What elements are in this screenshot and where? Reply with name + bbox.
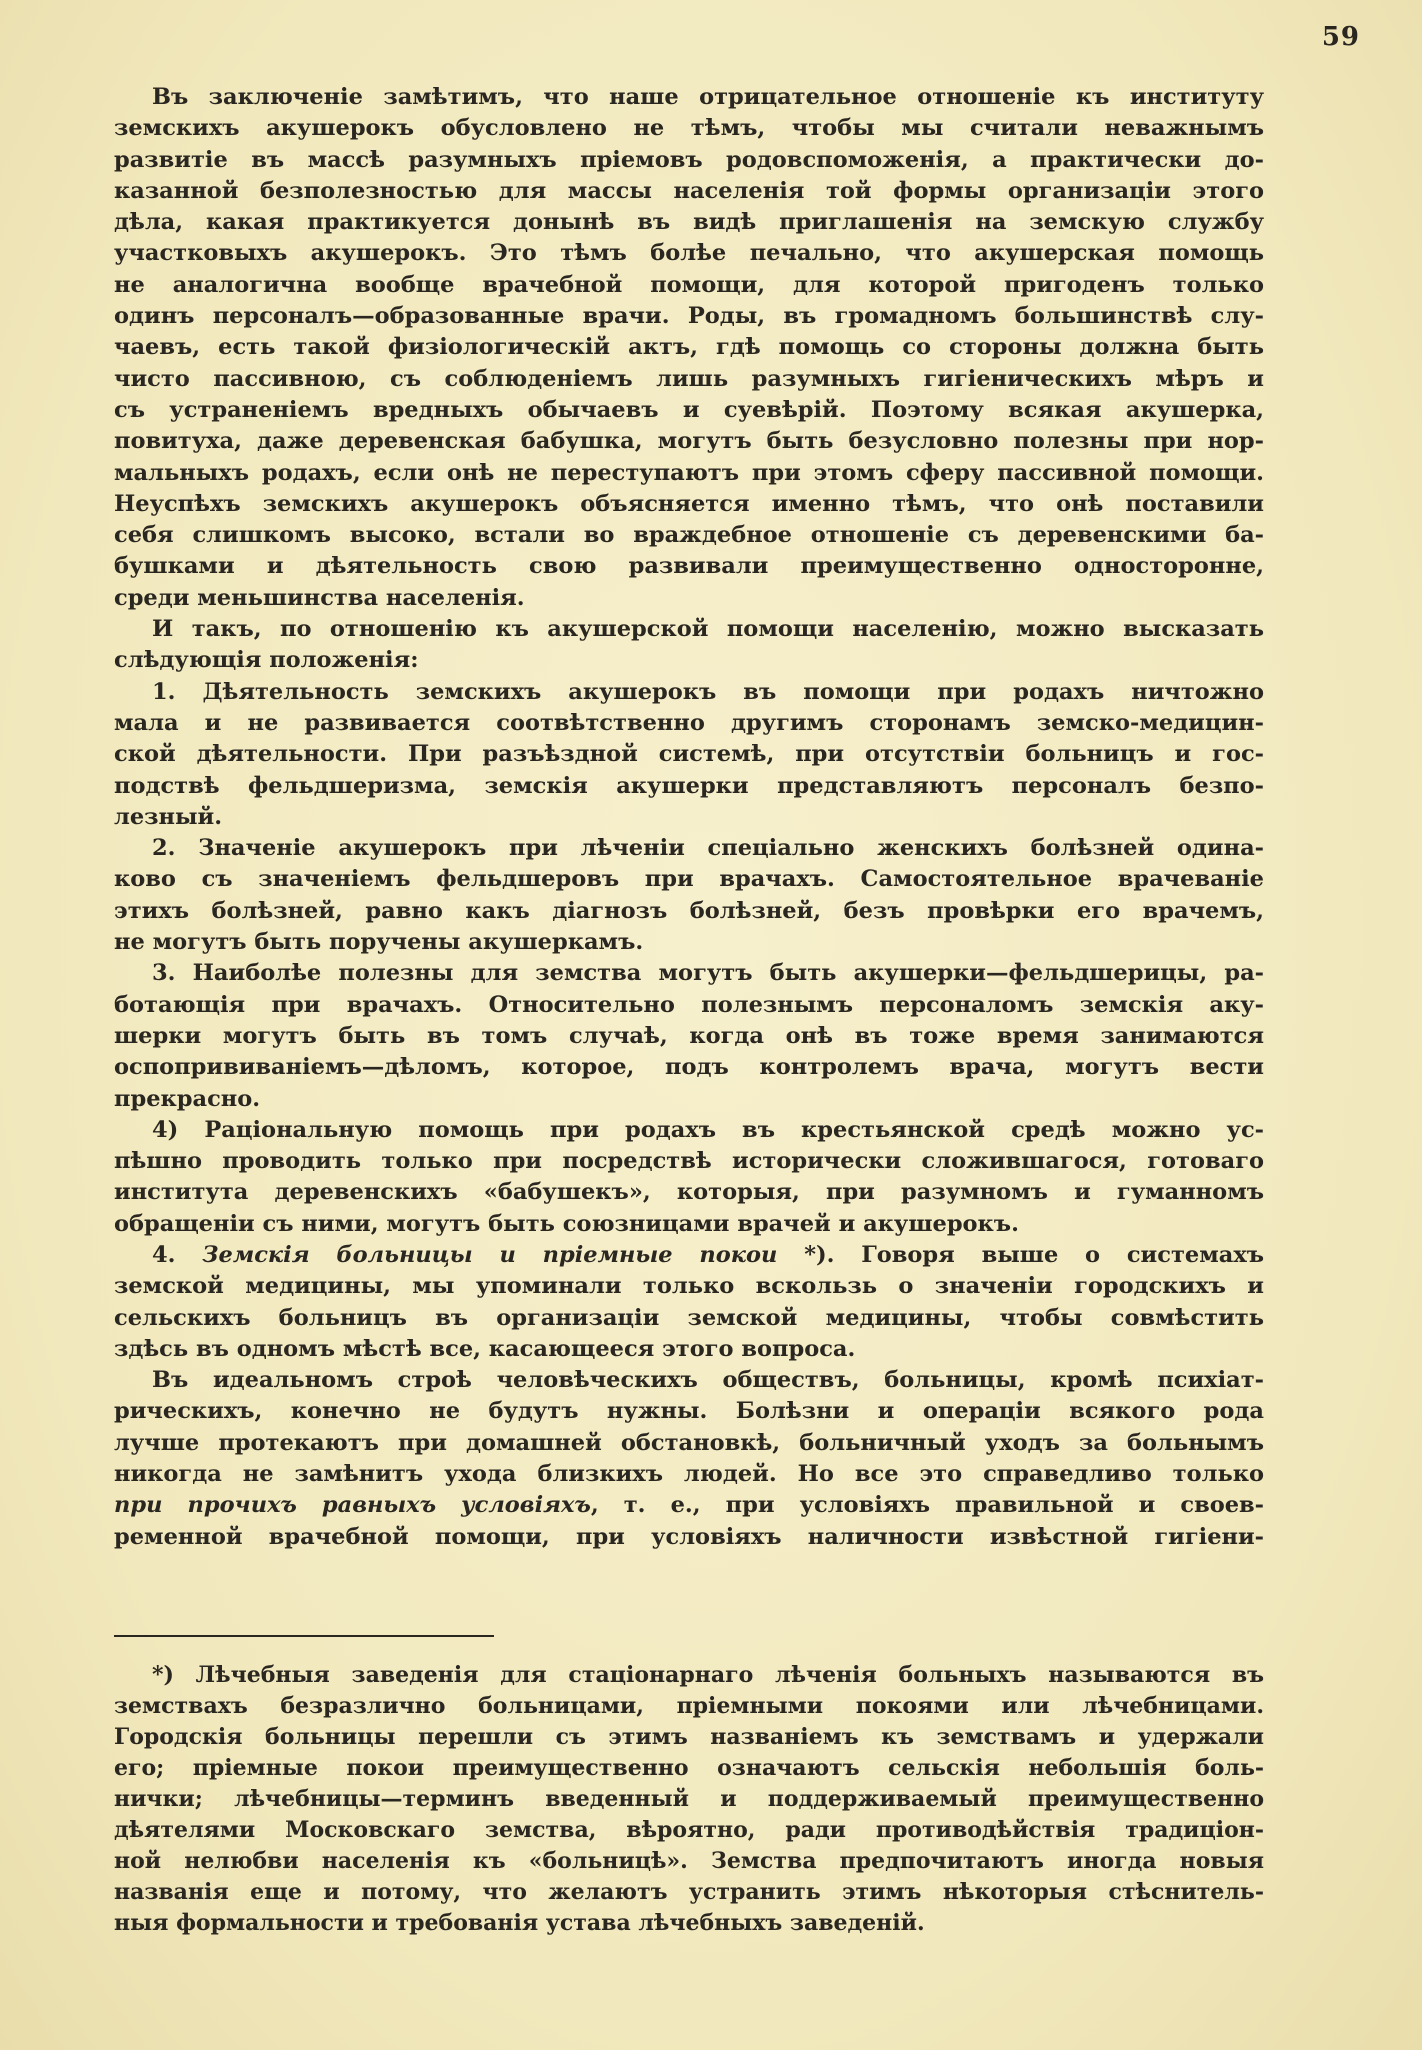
footnote-line: ныя формальности и требованія устава лѣчебныхъ заведеній. [114,1910,925,1936]
footnote-divider [114,1635,494,1637]
text-line: ботающія при врачахъ. Относительно полезнымъ персоналомъ земскія аку- [114,991,1264,1018]
footnote-line: *) Лѣчебныя заведенія для стаціонарнаго лѣченія больныхъ называются въ [152,1662,1264,1688]
text-line: института деревенскихъ «бабушекъ», которыя, при разумномъ и гуманномъ [114,1179,1264,1206]
text-line: среди меньшинства населенія. [114,584,525,611]
text-line: казанной безполезностью для массы населенія той формы организаціи этого [114,177,1264,204]
text-line: никогда не замѣнитъ ухода близкихъ людей. Но все это справедливо только [114,1461,1264,1488]
text-line: развитіе въ массѣ разумныхъ пріемовъ родовспоможенія, а практически до- [114,146,1264,173]
text-line: 2. Значеніе акушерокъ при лѣченіи спеціально женскихъ болѣзней одина- [152,835,1264,862]
emphasis-text: при прочихъ равныхъ условіяхъ [114,1492,591,1519]
footnote-line: его; пріемные покои преимущественно означаютъ сельскія небольшія боль- [114,1755,1264,1781]
text-line: прекрасно. [114,1085,261,1112]
text-line: 3. Наиболѣе полезны для земства могутъ быть акушерки—фельдшерицы, ра- [152,960,1264,987]
text-line: не аналогична вообще врачебной помощи, для которой пригоденъ только [114,271,1264,298]
text-line: бушками и дѣятельность свою развивали преимущественно односторонне, [114,553,1264,580]
text-line: оспопрививаніемъ—дѣломъ, которое, подъ контролемъ врача, могутъ вести [114,1054,1264,1081]
page-number: 59 [1321,22,1360,52]
text-line: слѣдующія положенія: [114,647,419,674]
text-line: себя слишкомъ высоко, встали во враждебное отношеніе съ деревенскими ба- [114,522,1264,549]
text-line: 4) Раціональную помощь при родахъ въ крестьянской средѣ можно ус- [152,1116,1264,1143]
text-line: Неуспѣхъ земскихъ акушерокъ объясняется именно тѣмъ, что онѣ поставили [114,490,1264,517]
text-line: участковыхъ акушерокъ. Это тѣмъ болѣе печально, что акушерская помощь [114,240,1264,267]
footnote-line: земствахъ безразлично больницами, пріемными покоями или лѣчебницами. [114,1693,1264,1719]
text-line: дѣла, какая практикуется донынѣ въ видѣ приглашенія на земскую службу [114,209,1264,236]
text-line: пѣшно проводить только при посредствѣ исторически сложившагося, готоваго [114,1148,1264,1175]
footnote-line: Городскія больницы перешли съ этимъ названіемъ къ земствамъ и удержали [114,1724,1264,1750]
footnote-line: названія еще и потому, что желаютъ устранить этимъ нѣкоторыя стѣснитель- [114,1879,1264,1905]
text-line: ково съ значеніемъ фельдшеровъ при врачахъ. Самостоятельное врачеваніе [114,866,1264,893]
text-line: при прочихъ равныхъ условіяхъ, т. е., при условіяхъ правильной и своев- [114,1492,1265,1519]
footnote [114,1660,1264,1939]
text-line: ременной врачебной помощи, при условіяхъ наличности извѣстной гигіени- [114,1523,1264,1550]
text-line: не могутъ быть поручены акушеркамъ. [114,929,644,956]
text-line: обращеніи съ ними, могутъ быть союзницами врачей и акушерокъ. [114,1210,1019,1237]
text-line: 1. Дѣятельность земскихъ акушерокъ въ помощи при родахъ ничтожно [152,678,1264,705]
text-line: сельскихъ больницъ въ организаціи земской медицины, чтобы совмѣстить [114,1304,1264,1331]
text-line: чисто пассивною, съ соблюденіемъ лишь разумныхъ гигіеническихъ мѣръ и [114,365,1264,392]
text-line: здѣсь въ одномъ мѣстѣ все, касающееся этого вопроса. [114,1335,856,1362]
emphasis-text: Земскія больницы и пріемные покои [202,1241,778,1268]
footnote-line: ной нелюбви населенія къ «больницѣ». Земства предпочитаютъ иногда новыя [114,1848,1264,1874]
text-line: Въ заключеніе замѣтимъ, что наше отрицательное отношеніе къ институту [152,84,1264,110]
text-line: рическихъ, конечно не будутъ нужны. Болѣзни и операціи всякого рода [114,1398,1264,1425]
text-line: чаевъ, есть такой физіологическій актъ, гдѣ помощь со стороны должна быть [114,334,1264,361]
text-line: лучше протекаютъ при домашней обстановкѣ, больничный уходъ за больнымъ [114,1429,1264,1456]
text-line: съ устраненіемъ вредныхъ обычаевъ и суевѣрій. Поэтому всякая акушерка, [114,396,1264,423]
text-line: одинъ персоналъ—образованные врачи. Роды, въ громадномъ большинствѣ слу- [114,303,1264,330]
footnote-line: нички; лѣчебницы—терминъ введенный и поддерживаемый преимущественно [114,1786,1264,1812]
main-text [114,82,1264,1553]
text-line: земской медицины, мы упоминали только вскользь о значеніи городскихъ и [114,1273,1264,1300]
text-line: И такъ, по отношенію къ акушерской помощи населенію, можно высказать [152,616,1264,643]
text-line: мала и не развивается соотвѣтственно другимъ сторонамъ земско-медицин- [114,709,1264,736]
text-line: ской дѣятельности. При разъѣздной системѣ, при отсутствіи больницъ и гос- [114,741,1264,768]
text-line: земскихъ акушерокъ обусловлено не тѣмъ, чтобы мы считали неважнымъ [114,115,1264,142]
text-line: подствѣ фельдшеризма, земскія акушерки представляютъ персоналъ безпо- [114,772,1264,799]
text-line: лезный. [114,803,223,830]
section-heading-line: 4. Земскія больницы и пріемные покои *). Говоря выше о системахъ [152,1241,1265,1268]
footnote-line: дѣятелями Московскаго земства, вѣроятно, ради противодѣйствія традиціон- [114,1817,1264,1843]
text-line: повитуха, даже деревенская бабушка, могутъ быть безусловно полезны при нор- [114,428,1264,455]
text-line: Въ идеальномъ строѣ человѣческихъ обществъ, больницы, кромѣ психіат- [152,1367,1264,1394]
text-line: этихъ болѣзней, равно какъ діагнозъ болѣзней, безъ провѣрки его врачемъ, [114,897,1264,924]
text-line: мальныхъ родахъ, если онѣ не переступаютъ при этомъ сферу пассивной помощи. [114,459,1264,486]
text-line: шерки могутъ быть въ томъ случаѣ, когда онѣ въ тоже время занимаются [114,1022,1264,1049]
